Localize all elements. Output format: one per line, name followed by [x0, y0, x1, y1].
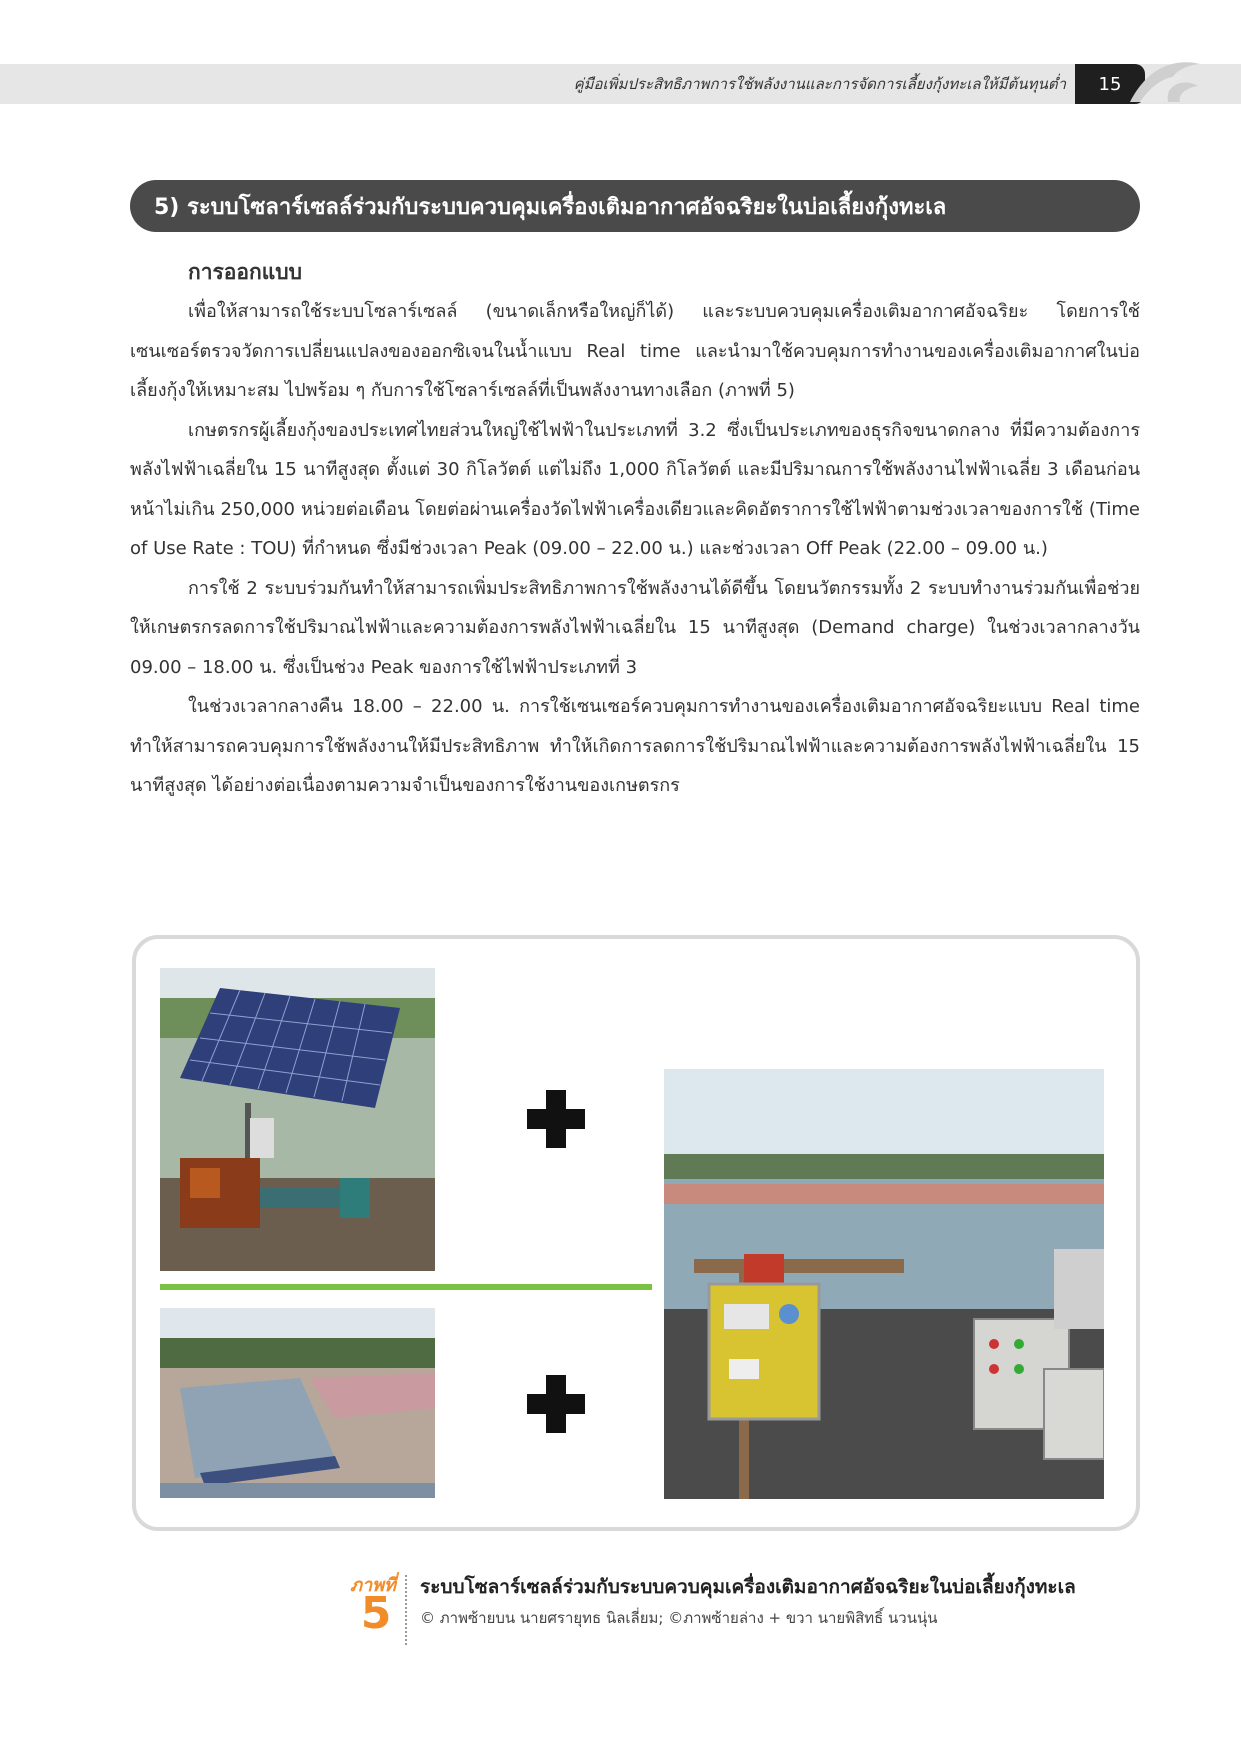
paragraph: เกษตรกรผู้เลี้ยงกุ้งของประเทศไทยส่วนใหญ่ใช้ไฟฟ้าในประเภทที่ 3.2 ซึ่งเป็นประเภทของธุรกิจขนาดกลาง ที่มีความต้องการพลังไฟฟ้าเฉลี่ยใน 15 นาทีสูงสุด ตั้งแต่ 30 กิโลวัตต์ แต่ไม่ถึง 1,000 กิโลวัตต์ และมีปริมาณการใช้พลังงานไฟฟ้าเฉลี่ย 3 เดือนก่อนหน้าไม่เกิน 250,000 หน่วยต่อเดือน โดยต่อผ่านเครื่องวัดไฟฟ้าเครื่องเดียวและคิดอัตราการใช้ไฟฟ้าตามช่วงเวลาของการใช้ (Time of Use Rate : TOU) ที่กำหนด ซึ่งมีช่วงเวลา Peak (09.00 – 22.00 น.) และช่วงเวลา Off Peak (22.00 – 09.00 น.) — [130, 419, 1140, 559]
body-text — [130, 292, 1140, 806]
photo-solar-panel-aerator — [160, 968, 435, 1271]
wave-logo-icon — [1120, 52, 1210, 107]
paragraph: เพื่อให้สามารถใช้ระบบโซลาร์เซลล์ (ขนาดเล็กหรือใหญ่ก็ได้) และระบบควบคุมเครื่องเติมอากาศอัจฉริยะ โดยการใช้เซนเซอร์ตรวจวัดการเปลี่ยนแปลงของออกซิเจนในน้ำแบบ Real time และนำมาใช้ควบคุมการทำงานของเครื่องเติมอากาศในบ่อเลี้ยงกุ้งให้เหมาะสม ไปพร้อม ๆ กับการใช้โซลาร์เซลล์ที่เป็นพลังงานทางเลือก (ภาพที่ 5) — [130, 301, 1140, 401]
photo-smart-aerator-controller — [664, 1069, 1104, 1499]
figure-number: 5 — [360, 1588, 392, 1639]
running-header-title: คู่มือเพิ่มประสิทธิภาพการใช้พลังงานและการจัดการเลี้ยงกุ้งทะเลให้มีต้นทุนต่ำ — [573, 75, 1066, 93]
caption-separator — [405, 1575, 407, 1645]
plus-icon — [527, 1375, 585, 1433]
photo-divider — [160, 1284, 652, 1290]
subheading-design: การออกแบบ — [188, 260, 302, 284]
plus-icon — [527, 1090, 585, 1148]
figure-label: ภาพที่ — [350, 1575, 396, 1596]
photo-aerial-pond-solar — [160, 1308, 435, 1498]
figure-credit: © ภาพซ้ายบน นายศรายุทธ นิลเลี่ยม; ©ภาพซ้ายล่าง + ขวา นายพิสิทธิ์ นวนนุ่น — [420, 1609, 938, 1627]
section-title-banner: 5) ระบบโซลาร์เซลล์ร่วมกับระบบควบคุมเครื่องเติมอากาศอัจฉริยะในบ่อเลี้ยงกุ้งทะเล — [130, 180, 1140, 232]
paragraph: ในช่วงเวลากลางคืน 18.00 – 22.00 น. การใช้เซนเซอร์ควบคุมการทำงานของเครื่องเติมอากาศอัจฉริยะแบบ Real time ทำให้สามารถควบคุมการใช้พลังงานให้มีประสิทธิภาพ ทำให้เกิดการลดการใช้ปริมาณไฟฟ้าและความต้องการพลังไฟฟ้าเฉลี่ยใน 15 นาทีสูงสุด ได้อย่างต่อเนื่องตามความจำเป็นของการใช้งานของเกษตรกร — [130, 696, 1140, 796]
page-number: 15 — [1075, 64, 1145, 104]
paragraph: การใช้ 2 ระบบร่วมกันทำให้สามารถเพิ่มประสิทธิภาพการใช้พลังงานได้ดีขึ้น โดยนวัตกรรมทั้ง 2 ระบบทำงานร่วมกันเพื่อช่วยให้เกษตรกรลดการใช้ปริมาณไฟฟ้าและความต้องการพลังไฟฟ้าเฉลี่ยใน 15 นาทีสูงสุด (Demand charge) ในช่วงเวลากลางวัน 09.00 – 18.00 น. ซึ่งเป็นช่วง Peak ของการใช้ไฟฟ้าประเภทที่ 3 — [130, 577, 1140, 678]
figure-title: ระบบโซลาร์เซลล์ร่วมกับระบบควบคุมเครื่องเติมอากาศอัจฉริยะในบ่อเลี้ยงกุ้งทะเล — [420, 1576, 1076, 1598]
